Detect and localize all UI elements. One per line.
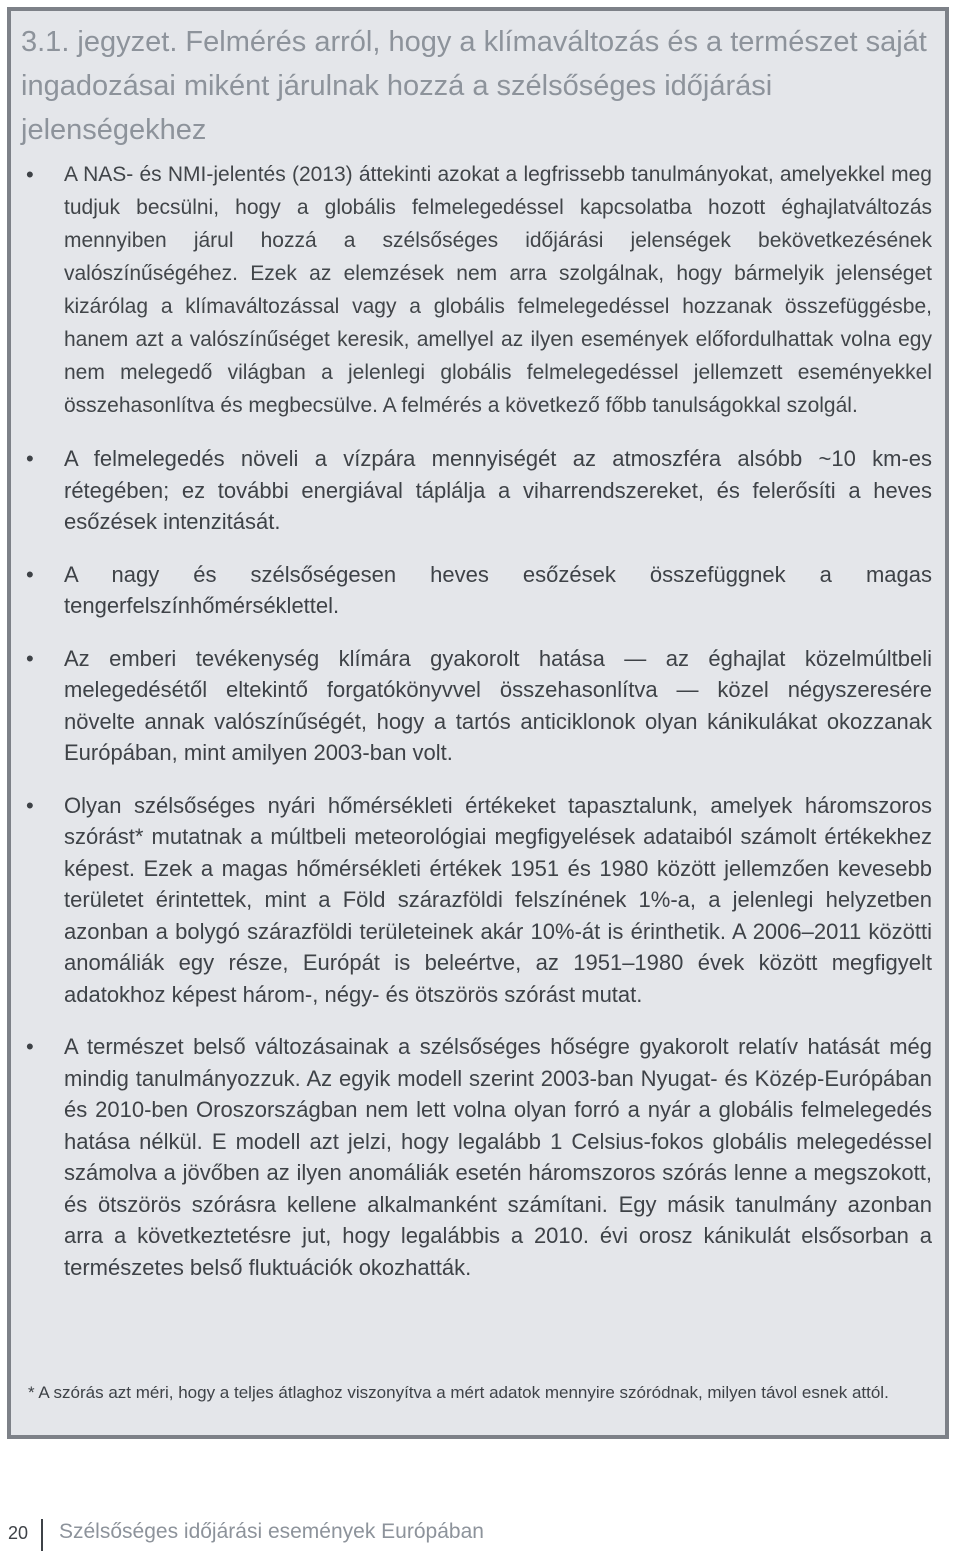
bullet-icon: • (26, 645, 34, 671)
page-footer (0, 1519, 960, 1555)
footnote: * A szórás azt méri, hogy a teljes átlaghoz viszonyítva a mért adatok mennyire szóródnak, milyen távol esnek attól. (28, 1383, 889, 1402)
list-item (20, 790, 932, 1011)
list-item-text: A természet belső változásainak a szélsőséges hőségre gyakorolt relatív hatását még mindig tanulmányozzuk. Az egyik modell szerint 2003-ban Nyugat- és Közép-Európában és 2010-ben Oroszországban nem lett volna olyan forró a nyár a globális felmelegedés hatása nélkül. E modell azt jelzi, hogy legalább 1 Celsius-fokos globális melegedéssel számolva a jövőben az ilyen anomáliák esetén háromszoros szórás lenne a megszokott, és ötszörös szórásra kellene alkalmanként számítani. Egy másik tanulmány azonban arra a következtetésre jut, hogy legalábbis a 2010. évi orosz kánikulát elsősorban a természetes belső fluktuációk okozhatták. (64, 1034, 932, 1280)
list-item-text: Olyan szélsőséges nyári hőmérsékleti értékeket tapasztalunk, amelyek háromszoros szórást* mutatnak a múltbeli meteorológiai megfigyelések adataiból számolt értékekhez képest. Ezek a magas hőmérsékleti értékek 1951 és 1980 között jellemzően kevesebb területet érintettek, mint a Föld szárazföldi felszínének 1%-a, a jelenlegi helyzetben azonban a bolygó szárazföldi területeinek akár 10%-át is érinthetik. A 2006–2011 közötti anomáliák egy része, Európát is beleértve, az 1951–1980 évek között megfigyelt adatokhoz képest három-, négy- és ötszörös szórást mutat. (64, 792, 932, 1007)
bullet-icon: • (26, 792, 34, 818)
bullet-icon: • (26, 162, 34, 187)
list-item-text: A NAS- és NMI-jelentés (2013) áttekinti azokat a legfrissebb tanulmányokat, amelyekkel meg tudjuk becsülni, hogy a globális felmelegedéssel kapcsolatba hozott éghajlatváltozás mennyiben járul hozzá a szélsőséges időjárási jelenségek bekövetkezésének valószínűségéhez. Ezek az elemzések nem arra szolgálnak, hogy bármelyik jelenséget kizárólag a klímaváltozással vagy a globális felmelegedéssel hozzanak összefüggésbe, hanem azt a valószínűséget keresik, amellyel az ilyen események előfordulhattak volna egy nem melegedő világban a jelenlegi globális felmelegedéssel jellemzett eseményekkel összehasonlítva és megbecsülve. A felmérés a következő főbb tanulságokkal szolgál. (64, 163, 932, 417)
list-item (20, 643, 932, 769)
bullet-list (20, 158, 932, 1304)
list-item (20, 1031, 932, 1283)
page-number: 20 (8, 1523, 29, 1543)
list-item-text: A felmelegedés növeli a vízpára mennyiségét az atmoszféra alsóbb ~10 km-es rétegében; ez további energiával táplálja a viharrendszereket, és felerősíti a heves esőzések intenzitását. (64, 446, 932, 534)
bullet-icon: • (26, 1034, 34, 1059)
running-title: Szélsőséges időjárási események Európában (59, 1520, 484, 1543)
list-item (20, 559, 932, 622)
note-title: 3.1. jegyzet. Felmérés arról, hogy a klímaváltozás és a természet saját ingadozásai miként járulnak hozzá a szélsőséges időjárási jelenségekhez (21, 26, 927, 146)
bullet-icon: • (26, 446, 34, 471)
list-item (20, 158, 932, 422)
bullet-icon: • (26, 561, 34, 587)
list-item-text: A nagy és szélsőségesen heves esőzések összefüggnek a magas tengerfelszínhőmérséklettel. (64, 561, 932, 618)
list-item-text: Az emberi tevékenység klímára gyakorolt hatása — az éghajlat közelmúltbeli melegedésétől eltekintő forgatókönyvvel összehasonlítva — közel négyszeresére növelte annak valószínűségét, hogy a tartós anticiklonok olyan kánikulákat okozzanak Európában, mint amilyen 2003-ban volt. (64, 645, 932, 765)
footer-divider (41, 1519, 43, 1551)
list-item (20, 443, 932, 538)
